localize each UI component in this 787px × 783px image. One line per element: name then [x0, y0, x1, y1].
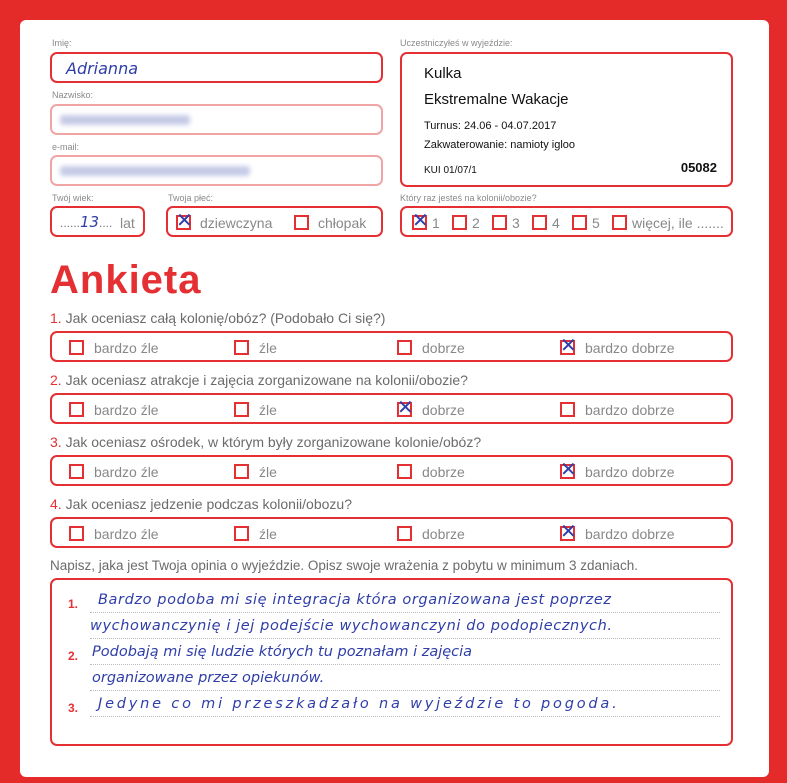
rating-1-option-2-checkbox[interactable] [234, 340, 249, 355]
rating-option-label: bardzo dobrze [585, 340, 675, 356]
times-label-3: 3 [512, 215, 520, 231]
rating-row-1 [50, 331, 733, 362]
rating-1-option-3-checkbox[interactable] [397, 340, 412, 355]
checkmark-icon: ✕ [560, 457, 577, 481]
trip-program: Ekstremalne Wakacje [424, 91, 569, 108]
times-checkbox-1[interactable] [412, 208, 429, 232]
gender-male-label: chłopak [318, 215, 367, 231]
rating-option-label: dobrze [422, 526, 465, 542]
accommodation-label: Zakwaterowanie: [424, 139, 508, 151]
rating-2-option-2-checkbox[interactable] [234, 402, 249, 417]
rating-option-label: źle [259, 340, 277, 356]
rating-option-label: bardzo dobrze [585, 464, 675, 480]
gender-field [166, 206, 383, 237]
rating-row-4 [50, 517, 733, 548]
rating-4-option-2-checkbox[interactable] [234, 526, 249, 541]
accommodation-value: namioty igloo [510, 139, 576, 151]
question-4-number: 4. [50, 496, 62, 512]
rating-row-2 [50, 393, 733, 424]
rating-3-option-4-checkbox[interactable] [560, 457, 577, 481]
writing-line [90, 690, 720, 691]
times-label-4: 4 [552, 215, 560, 231]
rating-option-label: bardzo źle [94, 526, 159, 542]
times-label-2: 2 [472, 215, 480, 231]
question-3-number: 3. [50, 434, 62, 450]
times-label-5: 5 [592, 215, 600, 231]
times-label-more: więcej, ile ....... [632, 215, 724, 231]
opinion-number-3: 3. [68, 701, 79, 715]
question-1-text: Jak oceniasz całą kolonię/obóz? (Podobało Ci się?) [65, 310, 386, 326]
opinion-line-1: Bardzo podoba mi się integracja która organizowana jest poprzez [98, 592, 612, 608]
question-3-text: Jak oceniasz ośrodek, w którym były zorganizowane kolonie/obóz? [65, 434, 482, 450]
age-dots-before: ...... [60, 216, 81, 230]
rating-option-label: bardzo źle [94, 340, 159, 356]
question-1 [50, 310, 385, 326]
rating-4-option-1-checkbox[interactable] [69, 526, 84, 541]
trip-info-box [400, 52, 733, 187]
surname-redacted [60, 115, 190, 125]
rating-option-label: bardzo źle [94, 402, 159, 418]
opinion-prompt: Napisz, jaka jest Twoja opinia o wyjeździe. Opisz swoje wrażenia z pobytu w minimum 3 zdaniach. [50, 558, 639, 573]
question-2-text: Jak oceniasz atrakcje i zajęcia zorganizowane na kolonii/obozie? [65, 372, 468, 388]
opinion-line-3: Podobają mi się ludzie których tu poznałam i zajęcia [92, 644, 473, 660]
opinion-number-2: 2. [68, 649, 79, 663]
age-unit: lat [120, 215, 135, 231]
question-2-number: 2. [50, 372, 62, 388]
times-checkbox-5[interactable] [572, 215, 587, 230]
writing-line [90, 664, 720, 665]
checkmark-icon: ✕ [397, 395, 414, 419]
question-1-number: 1. [50, 310, 62, 326]
checkmark-icon: ✕ [560, 333, 577, 357]
surname-label: Nazwisko: [52, 90, 94, 100]
survey-title: Ankieta [50, 258, 202, 302]
rating-3-option-1-checkbox[interactable] [69, 464, 84, 479]
trip-number: 05082 [680, 160, 717, 175]
gender-female-checkbox[interactable] [176, 208, 193, 232]
rating-option-label: bardzo dobrze [585, 526, 675, 542]
rating-3-option-3-checkbox[interactable] [397, 464, 412, 479]
rating-4-option-4-checkbox[interactable] [560, 519, 577, 543]
trip-code: KUI 01/07/1 [424, 165, 477, 176]
times-label: Który raz jesteś na kolonii/obozie? [400, 193, 537, 203]
times-checkbox-4[interactable] [532, 215, 547, 230]
email-redacted [60, 166, 250, 176]
question-3 [50, 434, 481, 450]
rating-option-label: bardzo źle [94, 464, 159, 480]
rating-option-label: bardzo dobrze [585, 402, 675, 418]
times-checkbox-2[interactable] [452, 215, 467, 230]
trip-name: Kulka [424, 65, 462, 82]
times-label-1: 1 [432, 215, 440, 231]
opinion-line-4: organizowane przez opiekunów. [92, 670, 325, 686]
checkmark-icon: ✕ [176, 208, 193, 232]
gender-male-checkbox[interactable] [294, 215, 309, 230]
rating-2-option-4-checkbox[interactable] [560, 402, 575, 417]
name-value: Adrianna [66, 59, 139, 78]
rating-option-label: źle [259, 464, 277, 480]
age-value: 13 [80, 213, 100, 231]
question-2 [50, 372, 468, 388]
writing-line [90, 612, 720, 613]
question-4 [50, 496, 352, 512]
gender-label: Twoja płeć: [168, 193, 214, 203]
times-field [400, 206, 733, 237]
name-field[interactable] [50, 52, 383, 83]
rating-4-option-3-checkbox[interactable] [397, 526, 412, 541]
name-label: Imię: [52, 38, 72, 48]
gender-female-label: dziewczyna [200, 215, 273, 231]
age-label: Twój wiek: [52, 193, 94, 203]
writing-line [90, 716, 720, 717]
question-4-text: Jak oceniasz jedzenie podczas kolonii/obozu? [65, 496, 352, 512]
opinion-line-2: wychowanczynię i jej podejście wychowanczyni do podopiecznych. [90, 618, 613, 634]
opinion-line-5: Jedyne co mi przeszkadzało na wyjeździe to pogoda. [98, 696, 620, 712]
rating-1-option-1-checkbox[interactable] [69, 340, 84, 355]
rating-2-option-3-checkbox[interactable] [397, 395, 414, 419]
rating-option-label: dobrze [422, 340, 465, 356]
rating-3-option-2-checkbox[interactable] [234, 464, 249, 479]
rating-option-label: źle [259, 526, 277, 542]
surname-field[interactable] [50, 104, 383, 135]
trip-label: Uczestniczyłeś w wyjeździe: [400, 38, 513, 48]
opinion-number-1: 1. [68, 597, 79, 611]
age-field[interactable] [50, 206, 145, 237]
rating-2-option-1-checkbox[interactable] [69, 402, 84, 417]
checkmark-icon: ✕ [560, 519, 577, 543]
checkmark-icon: ✕ [412, 208, 429, 232]
rating-1-option-4-checkbox[interactable] [560, 333, 577, 357]
times-checkbox-more[interactable] [612, 215, 627, 230]
rating-row-3 [50, 455, 733, 486]
turnus-value: 24.06 - 04.07.2017 [463, 120, 557, 132]
age-dots-after: .... [99, 216, 113, 230]
rating-option-label: źle [259, 402, 277, 418]
writing-line [90, 638, 720, 639]
email-field[interactable] [50, 155, 383, 186]
turnus-label: Turnus: [424, 120, 461, 132]
times-checkbox-3[interactable] [492, 215, 507, 230]
survey-sheet [20, 20, 769, 777]
rating-option-label: dobrze [422, 464, 465, 480]
email-label: e-mail: [52, 142, 80, 152]
opinion-field[interactable] [50, 578, 733, 746]
rating-option-label: dobrze [422, 402, 465, 418]
